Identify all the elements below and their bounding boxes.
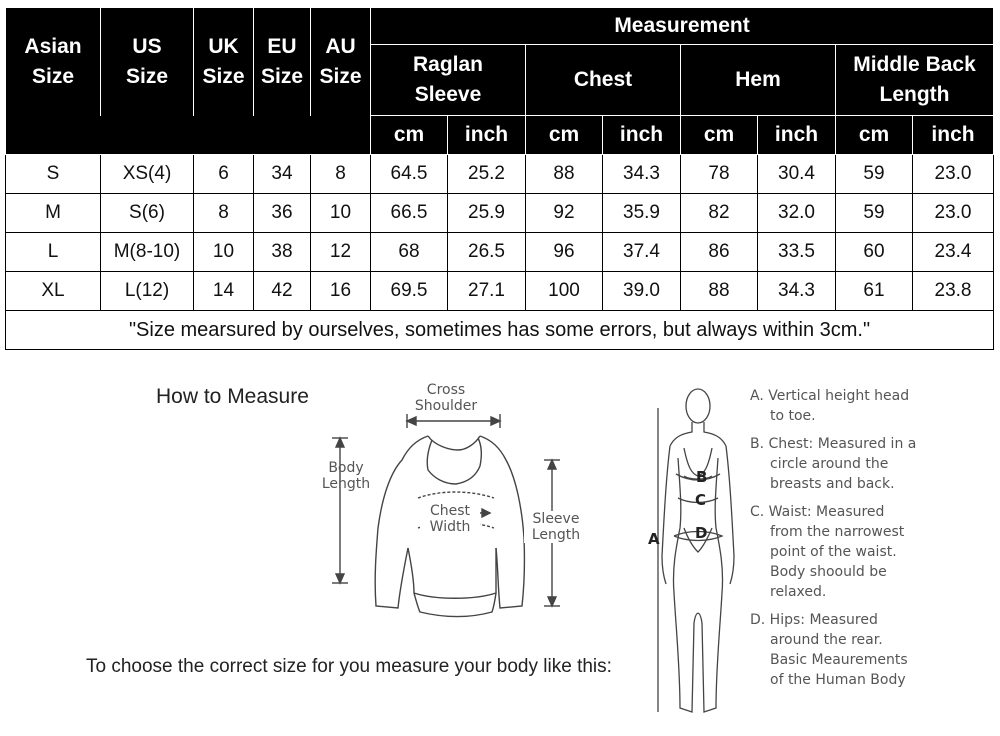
table-row	[6, 194, 994, 233]
header-hem: Hem	[681, 45, 836, 116]
measurement-notes	[750, 386, 990, 698]
table-cell: 66.5	[371, 194, 448, 233]
table-cell: 25.9	[448, 194, 526, 233]
table-cell: 8	[311, 155, 371, 194]
table-cell: 23.8	[913, 272, 994, 311]
table-cell: 86	[681, 233, 758, 272]
table-cell: 32.0	[758, 194, 836, 233]
unit-inch: inch	[448, 116, 526, 155]
label-c: C	[695, 491, 707, 509]
table-cell: M(8-10)	[101, 233, 194, 272]
table-cell: 92	[526, 194, 603, 233]
label-sleeve-length: Sleeve Length	[524, 511, 588, 543]
header-us-size: US Size	[101, 8, 194, 116]
table-cell: 30.4	[758, 155, 836, 194]
label-body-length: Body Length	[321, 460, 371, 492]
how-to-measure-title: How to Measure	[156, 385, 309, 408]
header-measurement: Measurement	[371, 8, 994, 45]
table-cell: 34.3	[758, 272, 836, 311]
header-chest: Chest	[526, 45, 681, 116]
size-chart-table	[5, 7, 994, 350]
table-cell: 39.0	[603, 272, 681, 311]
header-au-size: AU Size	[311, 8, 371, 116]
human-body-illustration	[640, 378, 750, 728]
table-cell: 42	[254, 272, 311, 311]
table-cell: M	[6, 194, 101, 233]
table-cell: S(6)	[101, 194, 194, 233]
note-a: A. Vertical height head to toe.	[750, 388, 910, 424]
table-cell: 59	[836, 194, 913, 233]
table-cell: 88	[526, 155, 603, 194]
header-eu-size: EU Size	[254, 8, 311, 116]
table-cell: 38	[254, 233, 311, 272]
unit-inch: inch	[913, 116, 994, 155]
sweater-diagram	[310, 378, 610, 628]
unit-cm: cm	[836, 116, 913, 155]
table-cell: 10	[194, 233, 254, 272]
table-cell: 96	[526, 233, 603, 272]
choose-size-instruction: To choose the correct size for you measure your body like this:	[86, 656, 612, 677]
table-cell: 68	[371, 233, 448, 272]
note-b: B. Chest: Measured in a circle around the breasts and back.	[750, 436, 917, 492]
header-middle-back-length: Middle Back Length	[836, 45, 994, 116]
table-row	[6, 233, 994, 272]
table-cell: L(12)	[101, 272, 194, 311]
table-cell: 34	[254, 155, 311, 194]
table-cell: 23.0	[913, 155, 994, 194]
table-cell: 33.5	[758, 233, 836, 272]
label-a: A	[648, 530, 660, 548]
label-cross-shoulder: Cross Shoulder	[414, 382, 478, 414]
unit-inch: inch	[603, 116, 681, 155]
table-cell: 100	[526, 272, 603, 311]
table-cell: 23.0	[913, 194, 994, 233]
table-cell: 78	[681, 155, 758, 194]
table-cell: 61	[836, 272, 913, 311]
table-cell: 26.5	[448, 233, 526, 272]
table-cell: 60	[836, 233, 913, 272]
table-cell: 14	[194, 272, 254, 311]
label-b: B	[696, 468, 708, 486]
note-d: D. Hips: Measured around the rear. Basic Meaurements of the Human Body	[750, 612, 908, 688]
table-cell: 6	[194, 155, 254, 194]
table-cell: 27.1	[448, 272, 526, 311]
label-chest-width: Chest Width	[420, 503, 480, 535]
table-cell: XS(4)	[101, 155, 194, 194]
header-asian-size: Asian Size	[6, 8, 101, 116]
table-cell: 64.5	[371, 155, 448, 194]
table-cell: 69.5	[371, 272, 448, 311]
table-row	[6, 155, 994, 194]
table-cell: 34.3	[603, 155, 681, 194]
table-cell: 23.4	[913, 233, 994, 272]
table-cell: 25.2	[448, 155, 526, 194]
unit-cm: cm	[526, 116, 603, 155]
table-cell: 37.4	[603, 233, 681, 272]
header-uk-size: UK Size	[194, 8, 254, 116]
table-cell: 12	[311, 233, 371, 272]
table-cell: L	[6, 233, 101, 272]
table-cell: S	[6, 155, 101, 194]
table-cell: 16	[311, 272, 371, 311]
table-row	[6, 272, 994, 311]
table-cell: 88	[681, 272, 758, 311]
table-cell: 82	[681, 194, 758, 233]
unit-row	[6, 116, 994, 155]
label-d: D	[695, 524, 708, 542]
table-cell: 36	[254, 194, 311, 233]
table-cell: 8	[194, 194, 254, 233]
unit-cm: cm	[371, 116, 448, 155]
table-cell: 10	[311, 194, 371, 233]
table-cell: 59	[836, 155, 913, 194]
unit-inch: inch	[758, 116, 836, 155]
unit-cm: cm	[681, 116, 758, 155]
note-c: C. Waist: Measured from the narrowest point of the waist. Body shoould be relaxed.	[750, 504, 905, 600]
table-cell: XL	[6, 272, 101, 311]
table-note: "Size mearsured by ourselves, sometimes has some errors, but always within 3cm."	[6, 311, 994, 350]
body-figure	[640, 378, 750, 728]
header-raglan-sleeve: Raglan Sleeve	[371, 45, 526, 116]
table-cell: 35.9	[603, 194, 681, 233]
